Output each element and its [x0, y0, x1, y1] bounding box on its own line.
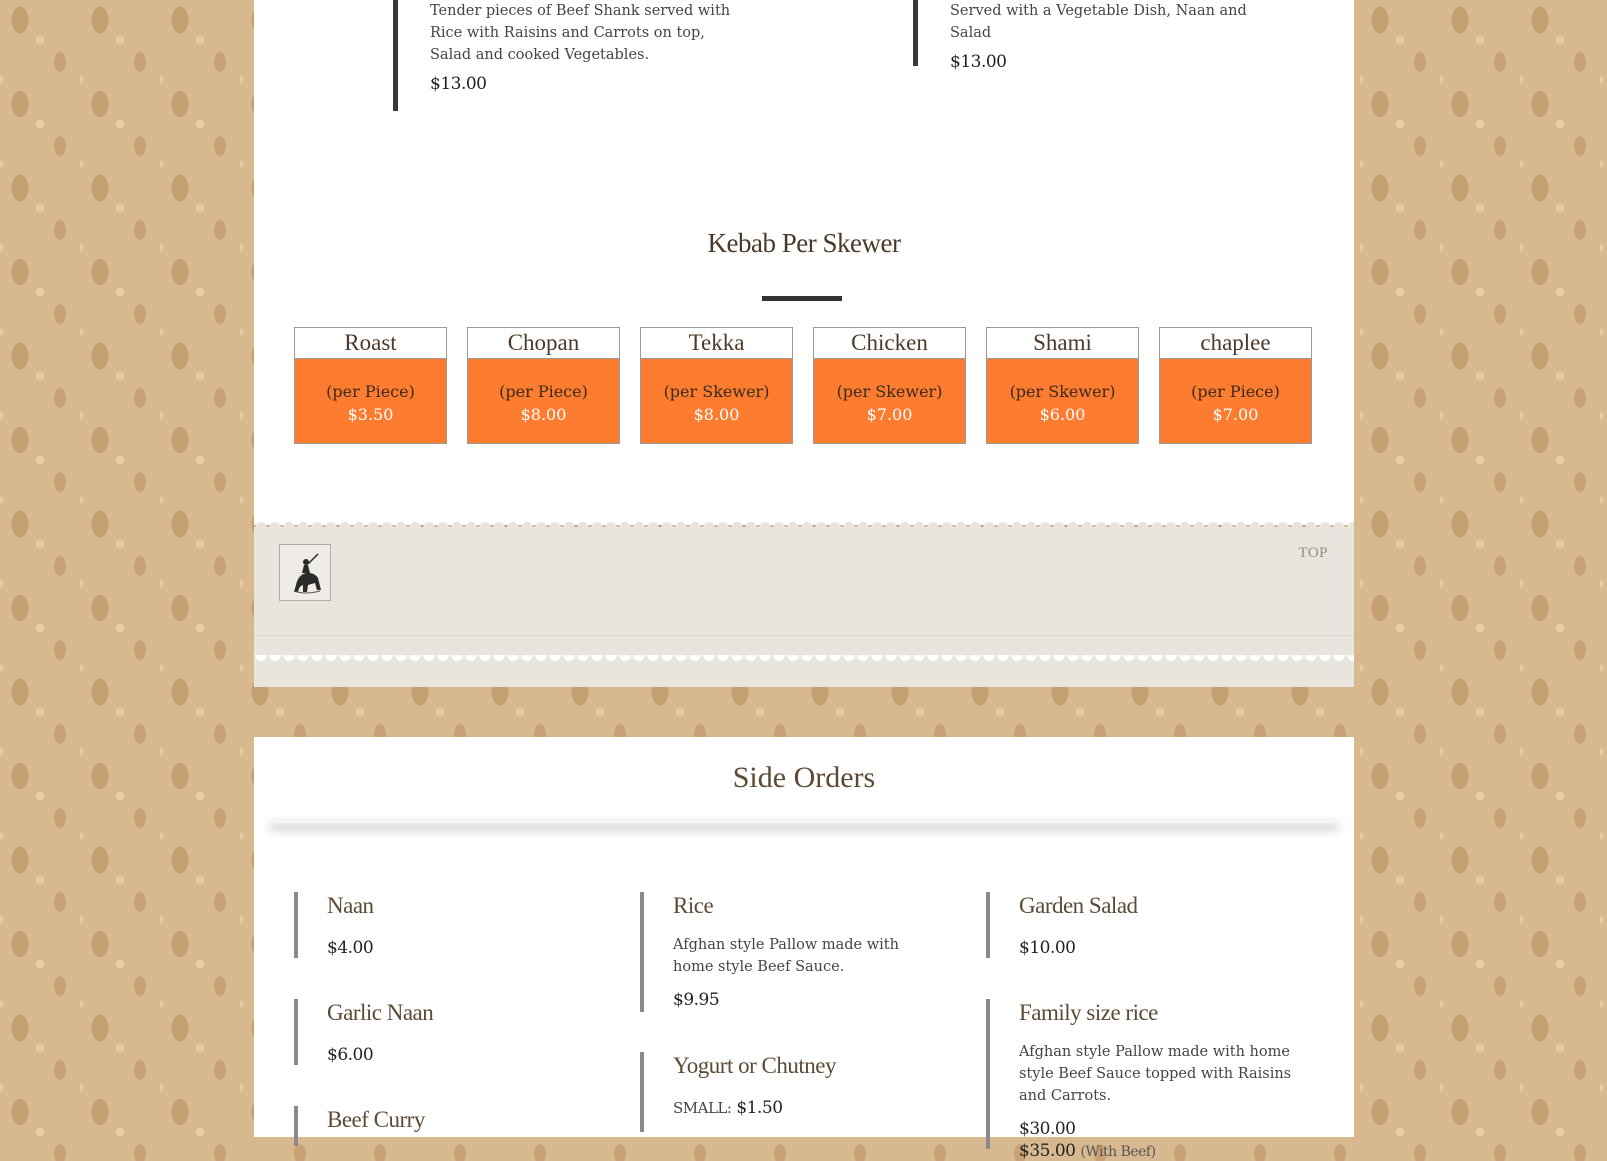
kebab-price: $8.00 — [520, 405, 567, 424]
side-item-price: $9.95 — [673, 990, 720, 1010]
footer-band — [254, 527, 1354, 687]
kebab-unit: (per Piece) — [499, 382, 588, 401]
side-item-name: Naan — [327, 893, 374, 918]
side-item-price-row — [673, 1098, 836, 1118]
horseman-logo-icon[interactable] — [279, 544, 331, 601]
kebab-card-chaplee — [1159, 327, 1312, 444]
footer-wave-edge — [254, 655, 1354, 667]
kebab-price-box — [641, 359, 792, 443]
menu-panel-top — [254, 0, 1354, 525]
side-item-name: Family size rice — [1019, 1000, 1158, 1025]
menu-item-description: Served with a Vegetable Dish, Naan and Salad — [950, 3, 1247, 41]
side-item-price: $4.00 — [327, 938, 374, 958]
kebab-name: Chicken — [814, 328, 965, 359]
side-item-price-beef: $35.00 — [1019, 1141, 1076, 1161]
kebab-price: $8.00 — [693, 405, 740, 424]
kebab-name: Roast — [295, 328, 446, 359]
kebab-unit: (per Skewer) — [663, 382, 770, 401]
side-item-name: Beef Curry — [327, 1107, 425, 1132]
menu-item-beef-shank — [393, 0, 750, 111]
kebab-card-chopan — [467, 327, 620, 444]
kebab-price-box — [295, 359, 446, 443]
side-item-price: $30.00 — [1019, 1119, 1076, 1139]
size-label: SMALL: — [673, 1099, 732, 1117]
side-orders-panel — [254, 737, 1354, 1161]
side-item-yogurt-chutney — [640, 1052, 836, 1132]
menu-item-price: $13.00 — [950, 52, 1007, 72]
side-item-price-row — [1019, 1141, 1309, 1161]
side-item-name: Yogurt or Chutney — [673, 1053, 836, 1078]
side-item-name: Rice — [673, 893, 714, 918]
section-title-side-orders: Side Orders — [732, 761, 876, 794]
kebab-price-box — [468, 359, 619, 443]
section-divider — [762, 296, 842, 301]
kebab-unit: (per Piece) — [1191, 382, 1280, 401]
side-item-price-note: (With Beef) — [1080, 1144, 1156, 1160]
menu-item-description: Tender pieces of Beef Shank served with Rice with Raisins and Carrots on top, Salad and cooked Vegetables. — [430, 3, 731, 63]
side-item-garlic-naan — [294, 999, 433, 1065]
kebab-card-chicken — [813, 327, 966, 444]
kebab-card-shami — [986, 327, 1139, 444]
side-item-description: Afghan style Pallow made with home style Beef Sauce topped with Raisins and Carrots. — [1019, 1044, 1292, 1104]
kebab-unit: (per Piece) — [326, 382, 415, 401]
kebab-price-box — [814, 359, 965, 443]
kebab-unit: (per Skewer) — [1009, 382, 1116, 401]
side-item-price: $6.00 — [327, 1045, 374, 1065]
menu-item-price: $13.00 — [430, 74, 487, 94]
side-item-price: $10.00 — [1019, 938, 1076, 958]
title-shadow-bar — [270, 819, 1338, 823]
side-item-rice — [640, 892, 943, 1012]
kebab-card-tekka — [640, 327, 793, 444]
kebab-name: Shami — [987, 328, 1138, 359]
menu-item-vegetable-dish — [913, 0, 1290, 72]
kebab-price: $3.50 — [347, 405, 394, 424]
kebab-price-box — [987, 359, 1138, 443]
back-to-top-link[interactable]: TOP — [1298, 545, 1328, 561]
side-item-name: Garden Salad — [1019, 893, 1138, 918]
side-item-description: Afghan style Pallow made with home style Beef Sauce. — [673, 937, 899, 975]
side-item-garden-salad — [986, 892, 1138, 958]
kebab-price: $6.00 — [1039, 405, 1086, 424]
kebab-name: chaplee — [1160, 328, 1311, 359]
side-item-name: Garlic Naan — [327, 1000, 434, 1025]
kebab-price-box — [1160, 359, 1311, 443]
side-item-price: $1.50 — [736, 1098, 783, 1118]
kebab-price: $7.00 — [866, 405, 913, 424]
footer-divider — [254, 635, 1354, 636]
kebab-price: $7.00 — [1212, 405, 1259, 424]
side-item-beef-curry — [294, 1106, 425, 1146]
kebab-name: Chopan — [468, 328, 619, 359]
kebab-card-roast — [294, 327, 447, 444]
kebab-name: Tekka — [641, 328, 792, 359]
section-title-kebab: Kebab Per Skewer — [707, 228, 901, 258]
kebab-unit: (per Skewer) — [836, 382, 943, 401]
side-item-naan — [294, 892, 374, 958]
side-item-family-size-rice — [986, 999, 1309, 1161]
